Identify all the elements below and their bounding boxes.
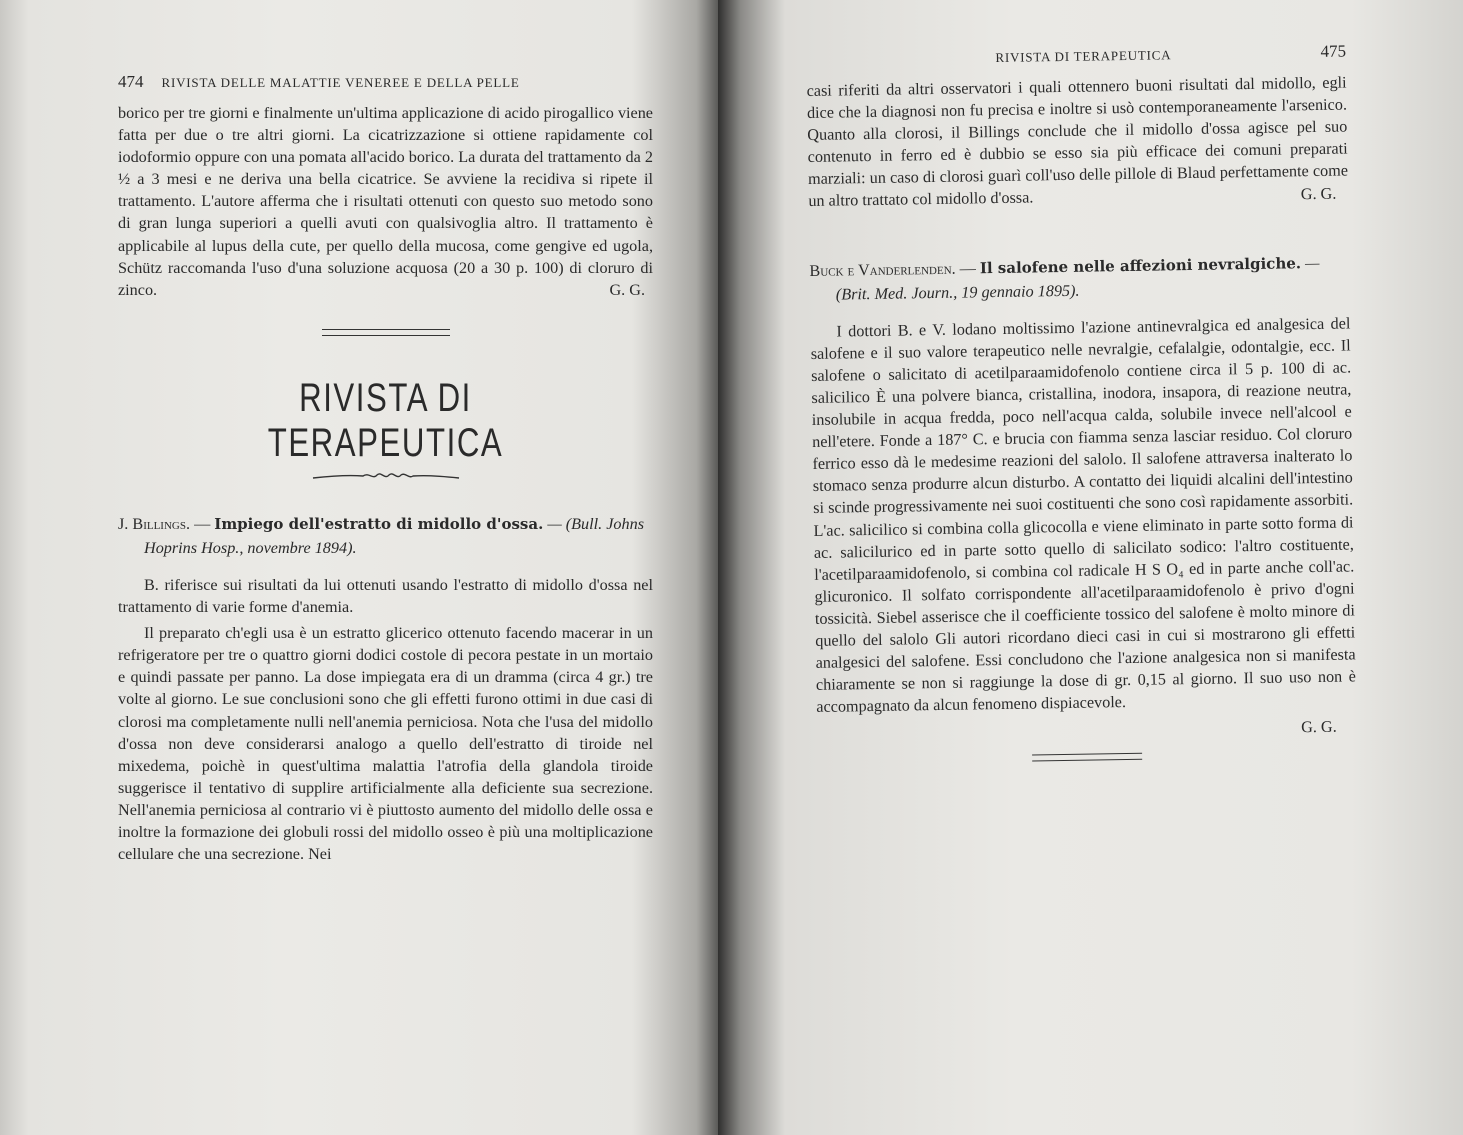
double-rule-divider [322,329,450,336]
right-running-head-title: RIVISTA DI TERAPEUTICA [995,47,1172,66]
section-title: RIVISTA DI TERAPEUTICA [267,375,504,465]
left-page [0,0,718,1135]
right-article-author: Buck e Vanderlenden. [809,259,956,280]
left-article-source: — (Bull. Johns Hoprins Hosp., novembre 1894). [144,514,645,557]
right-article-title: Il salofene nelle affezioni nevralgiche. [979,253,1302,277]
left-page-content [118,72,653,865]
left-article-paragraph: B. riferisce sui risultati da lui ottenuti usando l'estratto di midollo d'ossa nel trattamento di varie forme d'anemia. [118,575,653,617]
left-article-author: J. Billings. [118,514,191,533]
right-continuation-signature: G. G. [1300,184,1337,203]
right-page-number: 475 [1320,41,1347,61]
right-article-header [809,250,1350,306]
left-continuation-text: borico per tre giorni e finalmente un'ultima applicazione di acido pirogallico viene fatta per due o tre altri giorni. La cicatrizzazione si ottiene rapidamente col iodoformio oppure con una pomata all'acido borico. La durata del trattamento da 2 ½ a 3 mesi e ne deriva una bella cicatrice. Se avviene la recidiva si ripete il trattamento. L'autore afferma che i risultati ottenuti con questo suo metodo sono di gran lunga superiori a quelli avuti con qualsivoglia altro. Il trattamento è applicabile al lupus della cute, per quello della mucosa, come gengive ed ugola, Schütz raccomanda l'uso d'una soluzione acquosa (20 a 30 p. 100) di cloruro di zinco. [118,104,653,299]
double-rule-divider-right [1032,753,1142,762]
left-running-head [118,72,653,92]
right-continuation-text: casi riferiti da altri osservatori i quali ottennero buoni risultati dal midollo, egli dice che la diagnosi non fu precisa e inoltre si usò contemporaneamente l'arsenico. Quanto alla clorosi, il Billings conclude che il midollo d'ossa agisce pel suo contenuto in ferro ed è dubbio se esso sia più efficace dei comuni preparati marziali: un caso di clorosi guarì coll'uso delle pillole di Blaud perfettamente come un altro trattato col midollo d'ossa. [806,73,1349,211]
right-page-content [806,42,1357,766]
right-article-dash: — [959,259,976,278]
left-article-paragraph: Il preparato ch'egli usa è un estratto glicerico ottenuto facendo macerar in un refrigeratore per tre o quattro giorni dodici costole di pecora pestate in un mortaio e quindi passate per panno. La dose impiegata era di un dramma (circa 4 gr.) tre volte al giorno. Le sue conclusioni sono che gli effetti furono ottimi in due casi di clorosi ma completamente nulli nell'anemia perniciosa. Nota che l'usa del midollo d'ossa non deve considerarsi analogo a quello dell'estratto di tiroide nel mixedema, poichè in quest'ultima malattia l'atrofia della glandola tiroide suggerisce il tentativo di supplire artificialmente alla deficiente sua secrezione. Nell'anemia perniciosa al contrario vi è piuttosto aumento del midollo delle ossa e inoltre la formazione dei globuli rossi del midollo osseo è più una moltiplicazione cellulare che una secrezione. Nei [118,624,653,864]
right-article-source: — (Brit. Med. Journ., 19 gennaio 1895). [835,253,1320,304]
left-page-number: 474 [118,72,144,91]
left-article-dash: — [194,514,211,533]
left-continuation-signature: G. G. [609,280,645,299]
right-page [718,0,1463,1135]
left-article-header [118,512,653,560]
wave-ornament-icon [311,470,461,482]
right-article-signature: G. G. [1301,718,1337,737]
right-running-head [806,42,1346,70]
right-article-paragraph: I dottori B. e V. lodano moltissimo l'azione antinevralgica ed analgesica del salofene e il suo valore terapeutico nelle nevralgie, cefalalgie, odontalgie, ecc. Il salofene o salicitato di acetilparaamidofenolo contiene circa il 5 p. 100 di ac. salicilico È una polvere bianca, cristallina, inodora, insapora, di reazione neutra, insolubile in acqua fredda, poco nell'acqua calda, solubile invece nell'alcool e nell'etere. Fonde a 187° C. e brucia con fiamma senza lasciar residuo. Col cloruro ferrico esso dà le medesime reazioni del salolo. Il salofene attraversa inalterato lo stomaco senza produrre alcun disturbo. A contatto dei liquidi alcalini dell'intestino si scinde progressivamente nei suoi costituenti che sono così rapidamente assorbiti. L'ac. salicilico si combina colla glicocolla e viene eliminato in parte sotto forma di ac. salicilurico ed in parte sotto quello di salicilato sodico: l'altro costituente, l'acetilparaamidofenolo, si combina col radicale H S O₄ ed in parte anche coll'ac. glicuronico. Il solfato corrispondente all'acetilparaamidofenolo è privo d'ogni tossicità. Siebel asserisce che il coefficiente tossico del salofene è molto minore di quello del salolo Gli autori ricordano dieci casi in cui si mostrarono gli effetti analgesici del salofene. Essi concludono che l'azione analgesica non si manifesta chiaramente se non si raggiunge la dose di gr. 0,15 al giorno. Il suo uso non è accompagnato da alcun fenomeno dispiacevole. [810,314,1357,717]
left-article-title: Impiego dell'estratto di midollo d'ossa. [214,514,544,533]
left-running-head-title: RIVISTA DELLE MALATTIE VENEREE E DELLA PELLE [161,75,520,90]
